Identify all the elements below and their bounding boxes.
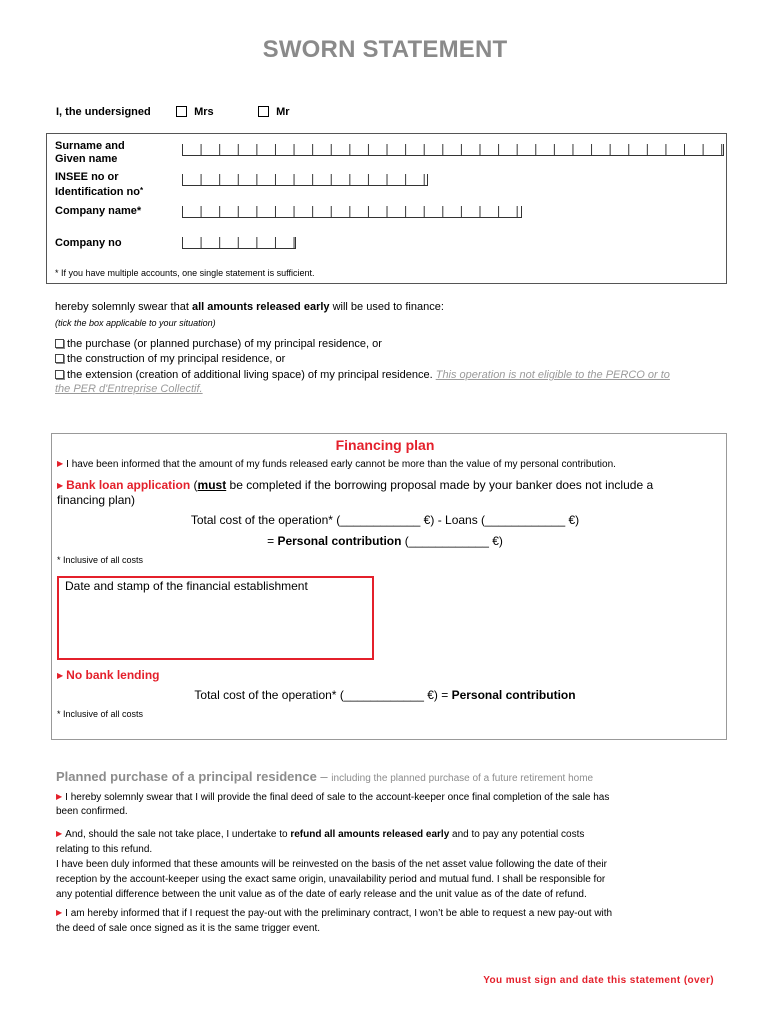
construction-checkbox[interactable] xyxy=(55,354,64,363)
undersigned-label: I, the undersigned xyxy=(56,106,151,118)
company-no-field[interactable] xyxy=(182,237,296,249)
refund-paragraph: ▶ And, should the sale not take place, I undertake to refund all amounts released early and to pay any potential costs relating to this refund. I have been duly informed that these amounts will be reinvested on the basis of the net asset value following the date of their reception by the account-keeper using the exact same origin, unavailability period and mutual fund. I shall be responsible for any potential difference between the unit value as of the date of early release and the unit value as of the date of refund. xyxy=(56,826,736,902)
total-cost-no-loan: Total cost of the operation* (____________ €) = Personal contribution xyxy=(194,688,576,702)
inclusive-costs-2: * Inclusive of all costs xyxy=(57,709,144,719)
arrow-icon: ▶ xyxy=(56,792,63,801)
arrow-icon: ▶ xyxy=(57,671,64,680)
inclusive-costs-1: * Inclusive of all costs xyxy=(57,555,144,565)
page-title: SWORN STATEMENT xyxy=(262,36,508,63)
company-name-label: Company name* xyxy=(55,205,142,217)
insee-field[interactable] xyxy=(182,174,428,186)
arrow-icon: ▶ xyxy=(56,908,63,917)
extension-checkbox[interactable] xyxy=(55,370,64,379)
identity-footnote: * If you have multiple accounts, one single statement is sufficient. xyxy=(55,268,315,278)
stamp-label: Date and stamp of the financial establishment xyxy=(65,579,308,593)
option-extension[interactable]: the extension (creation of additional living space) of my principal residence. This operation is not eligible to the PERCO or to the PER d'Entreprise Collectif. xyxy=(55,369,670,395)
personal-contribution-line: = Personal contribution (____________ €) xyxy=(267,534,503,548)
surname-field[interactable] xyxy=(182,144,724,156)
mr-checkbox[interactable] xyxy=(258,106,269,117)
mrs-option[interactable] xyxy=(176,106,214,118)
option-purchase[interactable]: the purchase (or planned purchase) of my principal residence, or xyxy=(55,338,382,350)
purchase-checkbox[interactable] xyxy=(55,339,64,348)
no-lending-heading: ▶ No bank lending xyxy=(57,668,160,682)
swear-note: (tick the box applicable to your situation) xyxy=(55,318,216,328)
swear-statement: hereby solemnly swear that all amounts released early will be used to finance: xyxy=(55,301,444,313)
planned-purchase-heading: Planned purchase of a principal residence – including the planned purchase of a future retirement home xyxy=(56,769,594,784)
mrs-checkbox[interactable] xyxy=(176,106,187,117)
trigger-event-paragraph: ▶ I am hereby informed that if I request the pay-out with the preliminary contract, I won’t be able to request a new pay-out with the deed of sale once signed as it is the same trigger event. xyxy=(56,905,736,936)
surname-label: Surname and Given name xyxy=(55,140,125,165)
insee-label: INSEE no or Identification no* xyxy=(55,171,144,198)
option-construction[interactable]: the construction of my principal residence, or xyxy=(55,353,285,365)
eligibility-note-2: the PER d'Entreprise Collectif. xyxy=(55,383,203,395)
mrs-label: Mrs xyxy=(194,106,214,118)
arrow-icon: ▶ xyxy=(56,829,63,838)
arrow-icon: ▶ xyxy=(57,481,64,490)
mr-label: Mr xyxy=(276,106,290,118)
eligibility-note: This operation is not eligible to the PERCO or to xyxy=(435,369,670,381)
mr-option[interactable] xyxy=(258,106,290,118)
company-name-field[interactable] xyxy=(182,206,522,218)
sign-and-date-notice: You must sign and date this statement (over) xyxy=(483,975,714,986)
bank-loan-section: ▶ Bank loan application (must be completed if the borrowing proposal made by your banker does not include a financing plan) xyxy=(57,478,654,507)
company-no-label: Company no xyxy=(55,237,122,249)
informed-text: ▶ I have been informed that the amount of my funds released early cannot be more than the value of my personal contribution. xyxy=(57,459,616,470)
deed-of-sale-paragraph: ▶ I hereby solemnly swear that I will provide the final deed of sale to the account-keeper once final completion of the sale has been confirmed. xyxy=(56,792,610,817)
total-cost-loans: Total cost of the operation* (____________ €) - Loans (____________ €) xyxy=(190,513,580,527)
financing-heading: Financing plan xyxy=(335,437,435,453)
arrow-icon: ▶ xyxy=(57,459,64,468)
